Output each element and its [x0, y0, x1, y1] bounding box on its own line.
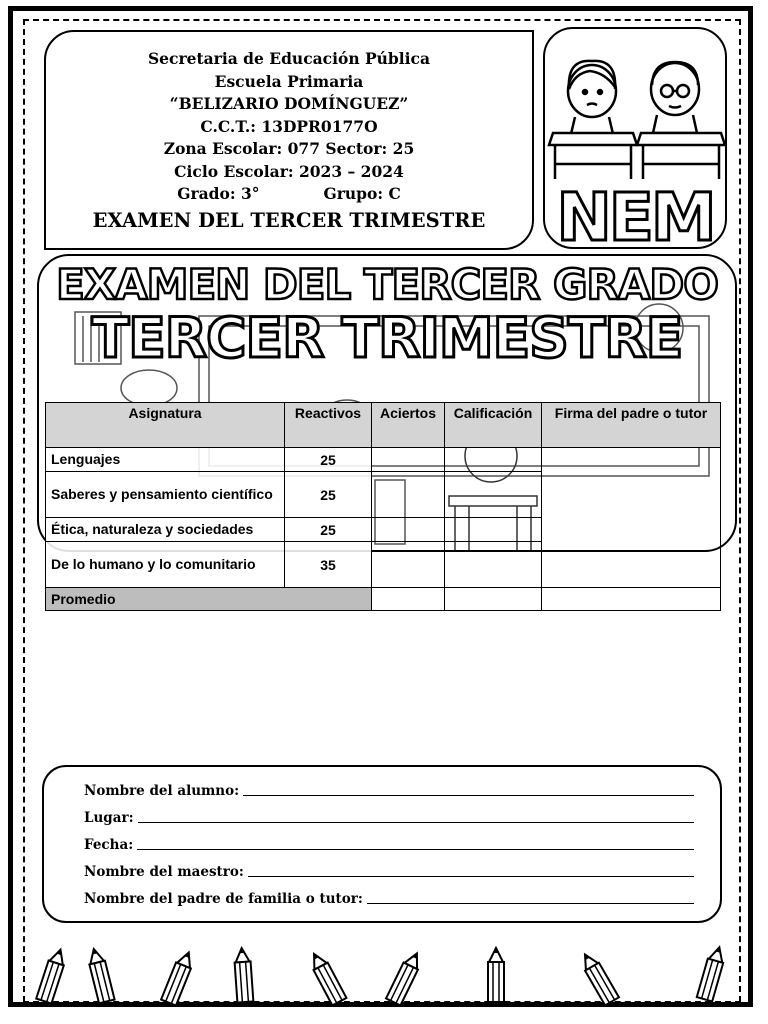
- pencil-icon: [488, 948, 504, 1002]
- promedio-aciertos-cell[interactable]: [372, 588, 445, 611]
- firma-cell[interactable]: [542, 448, 721, 588]
- promedio-firma-cell: [542, 588, 721, 611]
- alumno-row: [84, 783, 694, 799]
- padre-label: Nombre del padre de familia o tutor:: [84, 891, 363, 907]
- header-grupo: Grupo: C: [323, 184, 401, 203]
- calificacion-cell[interactable]: [445, 448, 542, 472]
- lugar-row: [84, 810, 694, 826]
- fecha-label: Fecha:: [84, 837, 134, 853]
- padre-field[interactable]: [367, 902, 694, 904]
- header-zona: Zona Escolar: 077 Sector: 25: [163, 139, 415, 158]
- subject-cell: Ética, naturaleza y sociedades: [46, 518, 285, 542]
- alumno-label: Nombre del alumno:: [84, 783, 240, 799]
- calificacion-cell[interactable]: [445, 542, 542, 588]
- reactivos-cell: 25: [285, 472, 372, 518]
- col-aciertos: Aciertos: [372, 403, 445, 448]
- reactivos-cell: 25: [285, 448, 372, 472]
- col-asignatura: Asignatura: [46, 403, 285, 448]
- subject-cell: Saberes y pensamiento científico: [46, 472, 285, 518]
- reactivos-cell: 35: [285, 542, 372, 588]
- nem-logo-text: NEM: [556, 179, 714, 249]
- nem-logo-box: [543, 27, 727, 249]
- aciertos-cell[interactable]: [372, 518, 445, 542]
- reactivos-cell: 25: [285, 518, 372, 542]
- pencil-icon: [36, 947, 68, 1003]
- maestro-label: Nombre del maestro:: [84, 864, 244, 880]
- pencil-icon: [234, 948, 254, 1003]
- student-info-box: [42, 765, 722, 923]
- header-secretaria: Secretaria de Educación Pública: [147, 49, 431, 68]
- pencil-icon: [86, 947, 115, 1003]
- lugar-field[interactable]: [138, 821, 694, 823]
- grades-table: [45, 402, 721, 611]
- aciertos-cell[interactable]: [372, 448, 445, 472]
- table-row: [46, 448, 721, 472]
- fecha-field[interactable]: [137, 848, 694, 850]
- alumno-field[interactable]: [243, 794, 694, 796]
- col-reactivos: Reactivos: [285, 403, 372, 448]
- exam-title: EXAMEN DEL TERCER TRIMESTRE: [92, 208, 486, 232]
- subject-cell: De lo humano y lo comunitario: [46, 542, 285, 588]
- table-header-row: [46, 403, 721, 448]
- header-ciclo: Ciclo Escolar: 2023 – 2024: [174, 161, 404, 181]
- promedio-row: [46, 588, 721, 611]
- subject-cell: Lenguajes: [46, 448, 285, 472]
- maestro-field[interactable]: [248, 875, 694, 877]
- lugar-label: Lugar:: [84, 810, 134, 826]
- calificacion-cell[interactable]: [445, 472, 542, 518]
- promedio-label: Promedio: [46, 588, 372, 611]
- pencil-icon: [307, 950, 346, 1005]
- maestro-row: [84, 864, 694, 880]
- fecha-row: [84, 837, 694, 853]
- header-cct: C.C.T.: 13DPR0177O: [200, 116, 378, 136]
- col-calificacion: Calificación: [445, 403, 542, 448]
- pencil-icon: [386, 950, 424, 1006]
- pencil-icon: [697, 945, 727, 1001]
- header-grado: Grado: 3°: [177, 184, 260, 203]
- school-header: [44, 30, 534, 250]
- header-school-name: “BELIZARIO DOMÍNGUEZ”: [169, 94, 409, 113]
- pencil-icon: [578, 951, 619, 1006]
- pencil-border: [24, 940, 740, 1008]
- col-firma: Firma del padre o tutor: [542, 403, 721, 448]
- aciertos-cell[interactable]: [372, 472, 445, 518]
- header-grado-grupo: [46, 183, 532, 206]
- header-escuela: Escuela Primaria: [214, 71, 364, 91]
- calificacion-cell[interactable]: [445, 518, 542, 542]
- banner-title-trimestre: TERCER TRIMESTRE: [91, 306, 683, 370]
- banner-title-grado: EXAMEN DEL TERCER GRADO: [56, 260, 718, 309]
- padre-row: [84, 891, 694, 907]
- promedio-calificacion-cell[interactable]: [445, 588, 542, 611]
- pencil-icon: [161, 949, 196, 1005]
- aciertos-cell[interactable]: [372, 542, 445, 588]
